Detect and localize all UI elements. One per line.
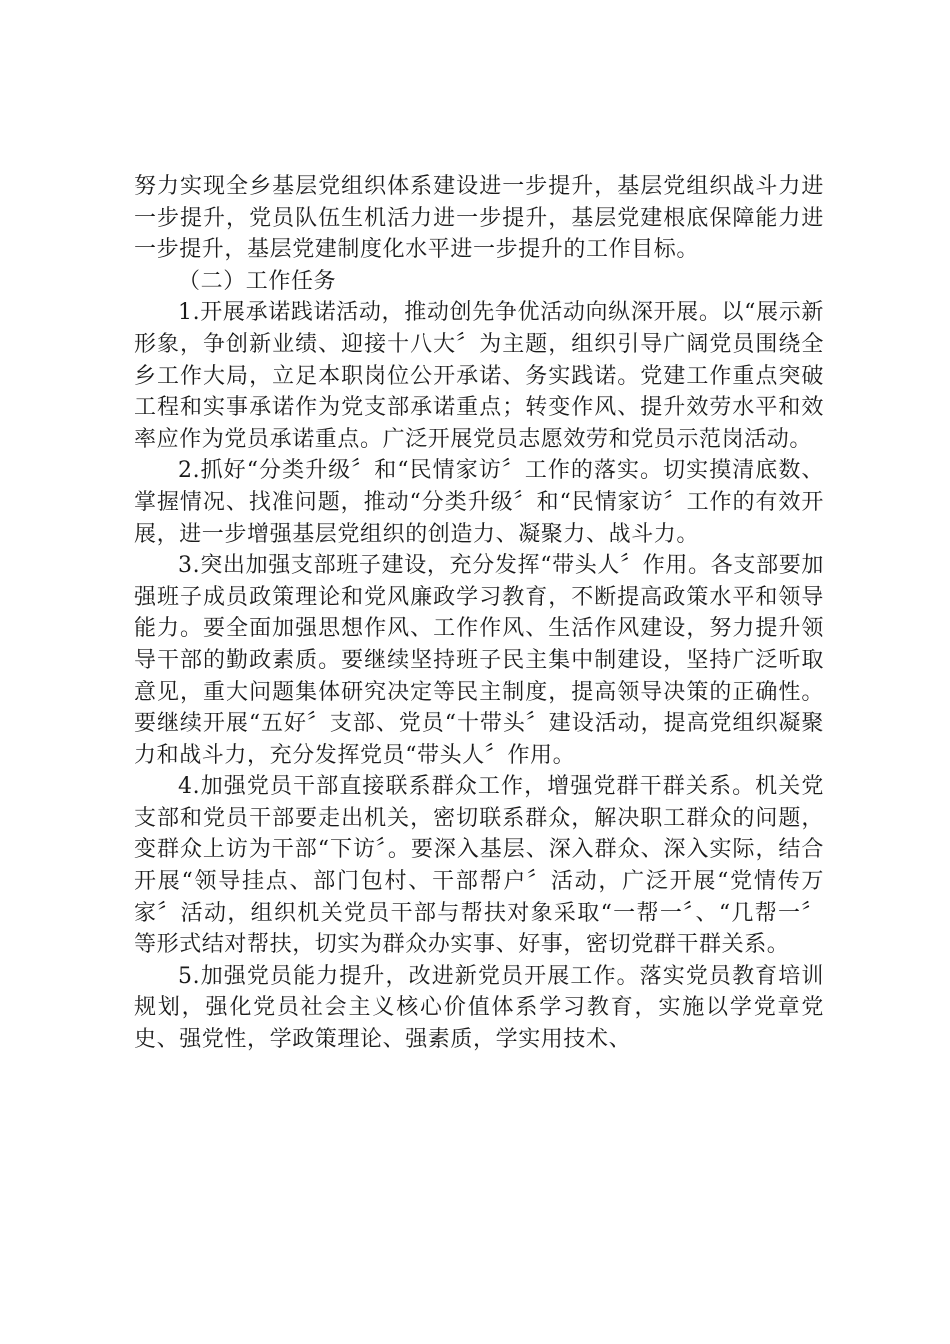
section-heading-work-tasks: （二）工作任务 xyxy=(178,268,337,294)
paragraph-intro-continuation: 努力实现全乡基层党组织体系建设进一步提升，基层党组织战斗力进一步提升，党员队伍生机活力进一步提升，基层党建根底保障能力进一步提升，基层党建制度化水平进一步提升的工作目标。 xyxy=(134,174,824,263)
document-body xyxy=(134,171,824,1056)
paragraph-task-4: 4.加强党员干部直接联系群众工作，增强党群干群关系。机关党支部和党员干部要走出机关，密切联系群众，解决职工群众的问题，变群众上访为干部“下访〞。要深入基层、深入群众、深入实际，结合开展“领导挂点、部门包村、干部帮户〞活动，广泛开展“党情传万家〞活动，组织机关党员干部与帮扶对象采取“一帮一〞、“几帮一〞等形式结对帮扶，切实为群众办实事、好事，密切党群干群关系。 xyxy=(134,774,824,958)
paragraph-task-5: 5.加强党员能力提升，改进新党员开展工作。落实党员教育培训规划，强化党员社会主义核心价值体系学习教育，实施以学党章党史、强党性，学政策理论、强素质，学实用技术、 xyxy=(134,963,824,1053)
paragraph-task-1: 1.开展承诺践诺活动，推动创先争优活动向纵深开展。以“展示新形象，争创新业绩、迎接十八大〞为主题，组织引导广阔党员围绕全乡工作大局，立足本职岗位公开承诺、务实践诺。党建工作重点突破工程和实事承诺作为党支部承诺重点；转变作风、提升效劳水平和效率应作为党员承诺重点。广泛开展党员志愿效劳和党员示范岗活动。 xyxy=(134,300,824,452)
paragraph-task-2: 2.抓好“分类升级〞和“民情家访〞工作的落实。切实摸清底数、掌握情况、找准问题，推动“分类升级〞和“民情家访〞工作的有效开展，进一步增强基层党组织的创造力、凝聚力、战斗力。 xyxy=(134,458,824,547)
paragraph-task-3: 3.突出加强支部班子建设，充分发挥“带头人〞作用。各支部要加强班子成员政策理论和党风廉政学习教育，不断提高政策水平和领导能力。要全面加强思想作风、工作作风、生活作风建设，努力提升领导干部的勤政素质。要继续坚持班子民主集中制建设，坚持广泛听取意见，重大问题集体研究决定等民主制度，提高领导决策的正确性。要继续开展“五好〞支部、党员“十带头〞建设活动，提高党组织凝聚力和战斗力，充分发挥党员“带头人〞作用。 xyxy=(134,553,824,768)
